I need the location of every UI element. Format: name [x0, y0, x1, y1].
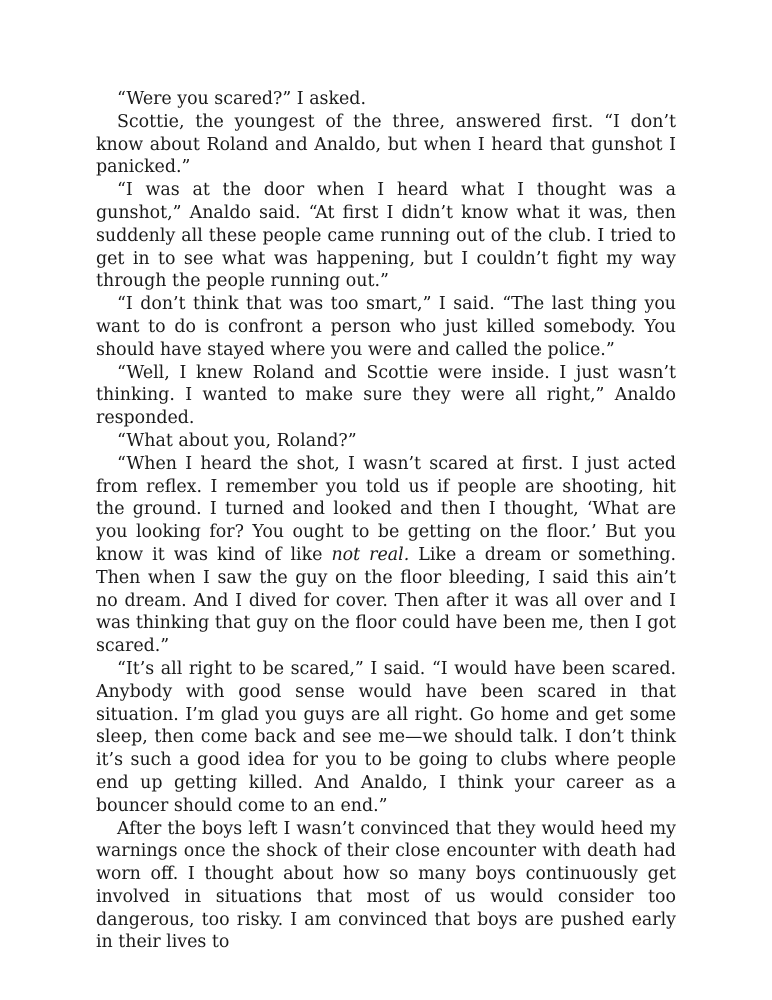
paragraph-7-emphasis: not real.: [331, 544, 410, 565]
paragraph-4: “I don’t think that was too smart,” I said. “The last thing you want to do is confront a person who just killed somebody. You should have stayed where you were and called the police.”: [96, 294, 676, 360]
paragraph-5: “Well, I knew Roland and Scottie were inside. I just wasn’t thinking. I wanted to make sure they were all right,” Analdo responded.: [96, 362, 676, 429]
paragraph-7-end: Like a dream or something. Then when I saw the guy on the floor bleeding, I said this ain’t no dream. And I dived for cover. Then after it was all over and I was thinking that guy on the floor could have been me, then I got scared.”: [96, 544, 676, 657]
paragraph-1: “Were you scared?” I asked.: [117, 89, 366, 109]
paragraph-9: After the boys left I wasn’t convinced that they would heed my warnings once the shock of their close encounter with death had worn off. I thought about how so many boys continuously get involved in situations that most of us would consider too dangerous, too risky. I am convinced that boys are pushed early in their lives to: [96, 818, 676, 953]
page-body: [96, 88, 676, 954]
paragraph-8: “It’s all right to be scared,” I said. “I would have been scared. Anybody with good sense would have been scared in that situation. I’m glad you guys are all right. Go home and get some sleep, then come back and see me—we should talk. I don’t think it’s such a good idea for you to be going to clubs where people end up getting killed. And Analdo, I think your career as a bouncer should come to an end.”: [96, 658, 676, 816]
paragraph-3: “I was at the door when I heard what I thought was a gunshot,” Analdo said. “At first I didn’t know what it was, then suddenly all these people came running out of the club. I tried to get in to see what was happening, but I couldn’t fight my way through the people running out.”: [96, 180, 676, 292]
paragraph-7: [96, 453, 676, 658]
paragraph-2: Scottie, the youngest of the three, answered first. “I don’t know about Roland and Analdo, but when I heard that gunshot I panicked.”: [96, 111, 676, 178]
paragraph-7-start: “When I heard the shot, I wasn’t scared at first. I just acted from reflex. I remember you told us if people are shooting, hit the ground. I turned and looked and then I thought, ‘What are you looking for? You ought to be getting on the floor.’ But you know it was kind of like: [96, 453, 676, 565]
paragraph-6: “What about you, Roland?”: [117, 430, 357, 451]
